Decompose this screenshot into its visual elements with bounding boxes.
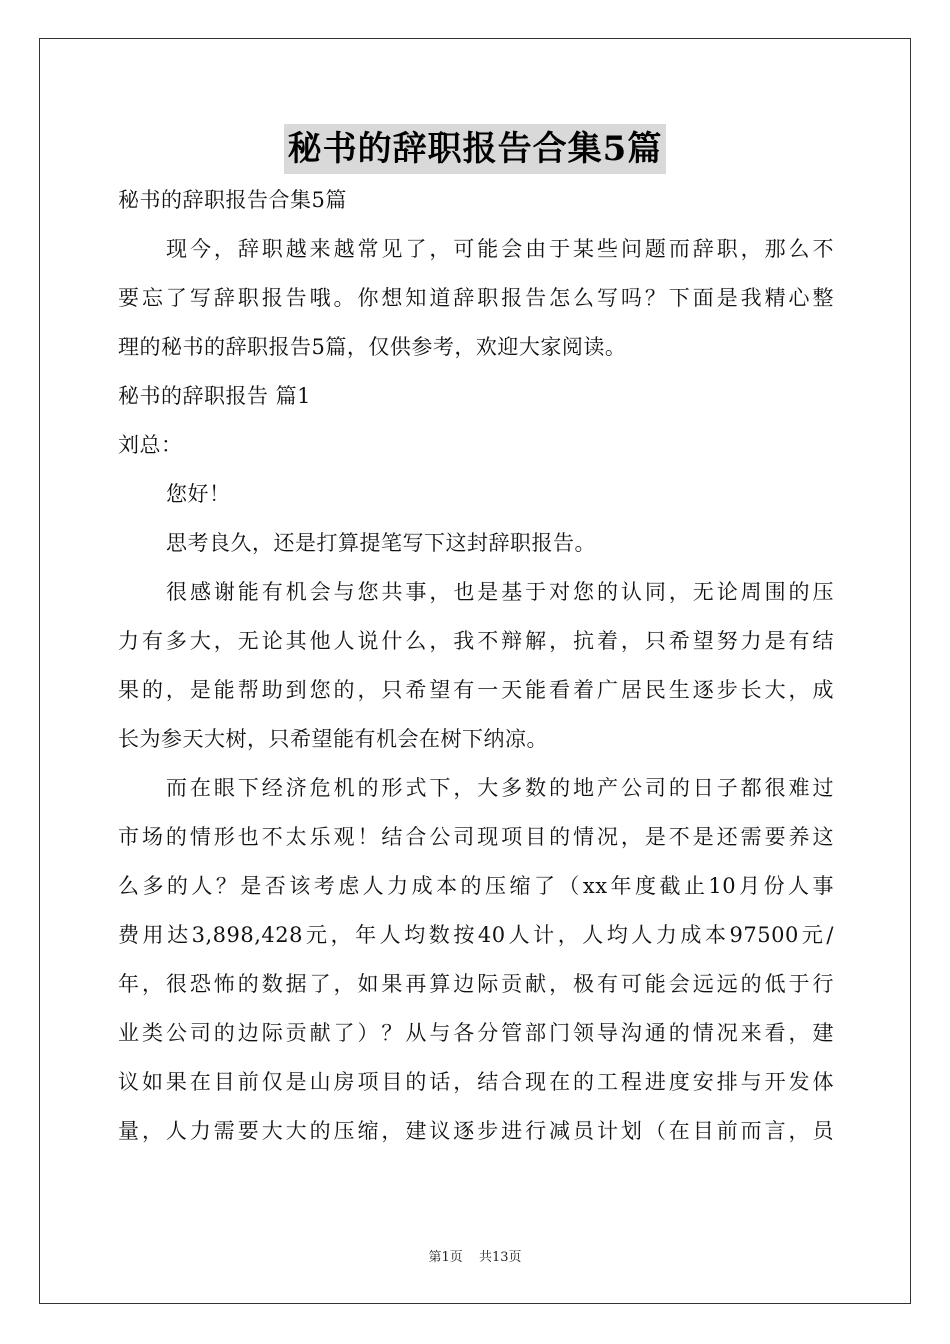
text-line: 秘书的辞职报告 篇1	[118, 384, 312, 408]
text-line: 业类公司的边际贡献了）？从与各分管部门领导沟通的情况来看，建	[118, 1021, 834, 1045]
document-title: 秘书的辞职报告合集5篇	[284, 124, 667, 174]
text-line: 果的，是能帮助到您的，只希望有一天能看着广居民生逐步长大，成	[118, 678, 834, 702]
text-line: 理的秘书的辞职报告5篇，仅供参考，欢迎大家阅读。	[118, 335, 627, 359]
text-line: 现今，辞职越来越常见了，可能会由于某些问题而辞职，那么不	[166, 237, 834, 261]
text-line: 费用达3,898,428元，年人均数按40人计，人均人力成本97500元/	[118, 923, 834, 947]
text-line: 量，人力需要大大的压缩，建议逐步进行减员计划（在目前而言，员	[118, 1119, 834, 1143]
text-line: 而在眼下经济危机的形式下，大多数的地产公司的日子都很难过	[166, 776, 834, 800]
page-total: 共13页	[478, 1250, 522, 1265]
text-line: 刘总：	[118, 433, 183, 457]
text-line: 很感谢能有机会与您共事，也是基于对您的认同，无论周围的压	[166, 580, 834, 604]
text-line: 要忘了写辞职报告哦。你想知道辞职报告怎么写吗？下面是我精心整	[118, 286, 834, 310]
page-number: 第1页	[428, 1250, 463, 1265]
text-line: 力有多大，无论其他人说什么，我不辩解，抗着，只希望努力是有结	[118, 629, 834, 653]
text-line: 年，很恐怖的数据了，如果再算边际贡献，极有可能会远远的低于行	[118, 972, 834, 996]
text-line: 思考良久，还是打算提笔写下这封辞职报告。	[166, 531, 596, 555]
document-body	[118, 176, 834, 1156]
title-container	[0, 124, 950, 174]
text-line: 么多的人？是否该考虑人力成本的压缩了（xx年度截止10月份人事	[118, 874, 834, 898]
text-line: 市场的情形也不太乐观！结合公司现项目的情况，是不是还需要养这	[118, 825, 834, 849]
page-footer	[0, 1246, 950, 1265]
text-line: 您好！	[166, 482, 231, 506]
text-line: 秘书的辞职报告合集5篇	[118, 188, 347, 212]
text-line: 长为参天大树，只希望能有机会在树下纳凉。	[118, 727, 548, 751]
text-line: 议如果在目前仅是山房项目的话，结合现在的工程进度安排与开发体	[118, 1070, 834, 1094]
